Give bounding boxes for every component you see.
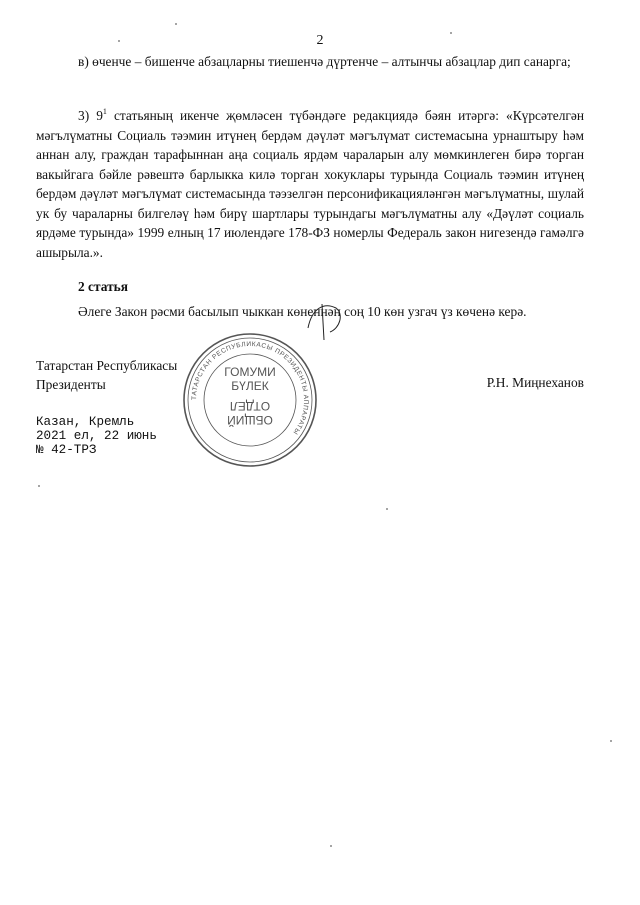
article-heading: 2 статья bbox=[78, 279, 128, 294]
paragraph-text: Әлеге Закон рәсми басылып чыккан көненнән соң 10 көн узгач үз көченә керә. bbox=[78, 304, 527, 319]
paragraph-text bbox=[36, 102, 584, 262]
seal-inverted-text bbox=[227, 399, 273, 428]
scan-speck bbox=[175, 23, 177, 25]
seal-center-line1: ГОМУМИ bbox=[224, 365, 276, 379]
signer-name: Р.Н. Миңнеханов bbox=[486, 375, 584, 390]
paragraph-prefix: 3) 9 bbox=[78, 108, 103, 123]
seal-center-line4: ОТДЕЛ bbox=[229, 399, 271, 413]
law-number: № 42-ТРЗ bbox=[36, 443, 97, 457]
scan-speck bbox=[38, 485, 40, 487]
scan-speck bbox=[330, 845, 332, 847]
paragraph-text: в) өченче – бишенче абзацларны тиешенчә дүртенче – алтынчы абзацлар дип санарга; bbox=[78, 54, 571, 69]
handwritten-signature bbox=[304, 298, 348, 342]
date-line: 2021 ел, 22 июнь bbox=[36, 429, 157, 443]
paragraph-body: статьяның икенче җөмләсен түбәндәге редакциядә бәян итәргә: «Күрсәтелгән мәгълүматны Социаль тәэмин итүнең бердәм дәүләт мәгълүмат системасына урнаштыру һәм аннан алу, граждан тарафыннан аңа социаль ярдәм чараларын алу мөмкинлеген бирә торган вакыйгага бәйле рәвештә барлыкка килә торган хокуклары турында Социаль тәэмин итүнең бердәм дәүләт мәгълүмат системасында тәэзелгән персонификацияләнгән мәгълүматны, шулай ук бу чараларны билгеләү һәм бирү шартлары турындагы мәгълүматны алу «Дәүләт социаль ярдәме турында» 1999 елның 17 июлендәге 178-ФЗ номерлы Федераль закон нигезендә гамәлгә ашырыла.». bbox=[36, 108, 584, 260]
seal-ring-text: ТАТАРСТАН РЕСПУБЛИКАСЫ ПРЕЗИДЕНТЫ АППАРАТЫ bbox=[190, 340, 310, 436]
paragraph-item-3 bbox=[36, 102, 584, 262]
official-seal bbox=[182, 332, 318, 468]
scan-speck bbox=[118, 40, 120, 42]
signer-title-line2: Президенты bbox=[36, 377, 106, 392]
signer-title bbox=[36, 356, 177, 394]
page-number: 2 bbox=[316, 33, 324, 48]
seal-center-line2: БҮЛЕК bbox=[231, 379, 269, 393]
place-line: Казан, Кремль bbox=[36, 415, 135, 429]
scan-speck bbox=[386, 508, 388, 510]
paragraph-b-v bbox=[36, 52, 584, 72]
signature-stroke bbox=[308, 304, 340, 340]
scan-speck bbox=[610, 740, 612, 742]
signer-title-line1: Татарстан Республикасы bbox=[36, 358, 178, 373]
scan-speck bbox=[450, 32, 452, 34]
superscript: 1 bbox=[102, 107, 107, 116]
place-date-block bbox=[36, 415, 157, 457]
seal-center-line3: ОБЩИЙ bbox=[227, 413, 273, 427]
